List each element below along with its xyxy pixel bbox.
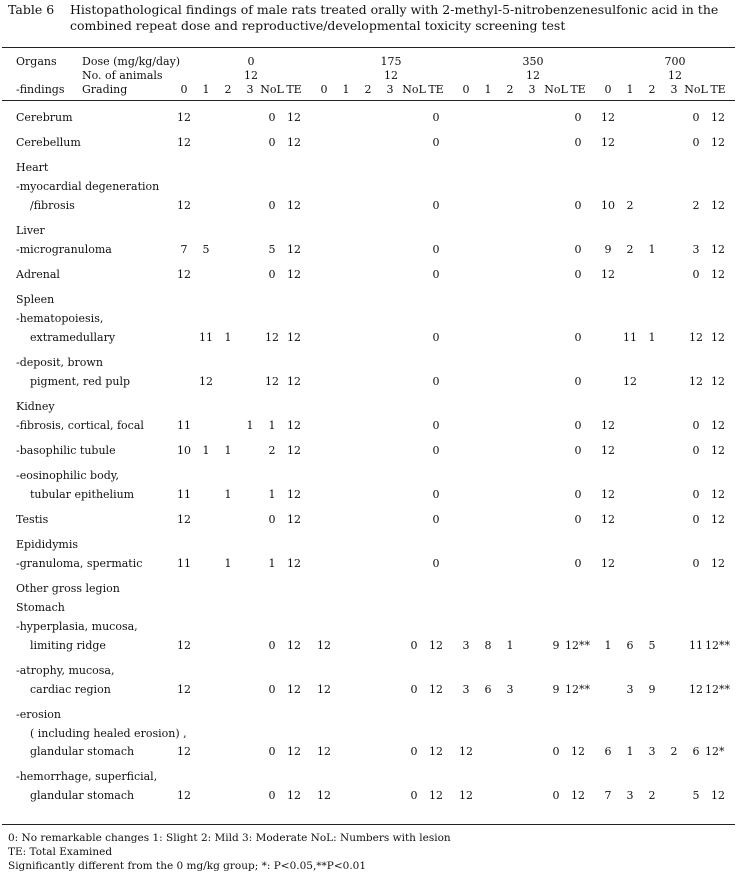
- count-cell-0: 12: [317, 745, 331, 758]
- count-cell-nol: 9: [552, 683, 560, 696]
- count-cell-2: 1: [506, 639, 514, 652]
- count-cell-te: 12*: [705, 745, 725, 758]
- count-cell-2: 3: [648, 745, 656, 758]
- count-cell-te: 12: [711, 199, 725, 212]
- count-cell-te: 0: [574, 111, 582, 124]
- count-cell-nol: 0: [268, 639, 276, 652]
- top-rule: [2, 47, 735, 48]
- count-cell-2: 9: [648, 683, 656, 696]
- finding-label: -myocardial degeneration: [16, 180, 160, 193]
- count-cell-nol: 2: [268, 444, 276, 457]
- count-cell-te: 0: [574, 199, 582, 212]
- count-cell-te: 12: [711, 331, 725, 344]
- count-cell-te: 0: [432, 375, 440, 388]
- count-cell-1: 8: [484, 639, 492, 652]
- count-cell-te: 12: [429, 639, 443, 652]
- finding-label: tubular epithelium: [30, 488, 135, 501]
- footnote-te: TE: Total Examined: [8, 846, 113, 858]
- grade-header-te: TE: [286, 83, 302, 96]
- count-cell-te: 0: [432, 243, 440, 256]
- count-cell-nol: 9: [552, 639, 560, 652]
- count-cell-nol: 0: [692, 488, 700, 501]
- count-cell-0: 12: [601, 268, 615, 281]
- count-cell-nol: 12: [689, 331, 703, 344]
- count-cell-0: 12: [601, 557, 615, 570]
- count-cell-nol: 0: [692, 557, 700, 570]
- count-cell-2: 5: [648, 639, 656, 652]
- count-cell-2: 1: [648, 331, 656, 344]
- count-cell-nol: 0: [410, 789, 418, 802]
- count-cell-1: 5: [202, 243, 210, 256]
- count-cell-0: 12: [177, 789, 191, 802]
- footnote-significance: Significantly different from the 0 mg/kg group; *: P<0.05,**P<0.01: [8, 860, 367, 872]
- grade-header-2: 2: [506, 83, 514, 96]
- count-cell-1: 6: [626, 639, 634, 652]
- count-cell-te: 12: [287, 331, 301, 344]
- count-cell-nol: 3: [692, 243, 700, 256]
- dose-value-0: 0: [247, 55, 255, 68]
- finding-label: Stomach: [16, 601, 65, 614]
- animal-count-1: 12: [384, 69, 398, 82]
- count-cell-2: 1: [224, 557, 232, 570]
- count-cell-te: 12: [287, 557, 301, 570]
- animal-count-0: 12: [244, 69, 258, 82]
- count-cell-0: 12: [177, 745, 191, 758]
- finding-label: -basophilic tubule: [16, 444, 116, 457]
- count-cell-0: 11: [177, 488, 191, 501]
- count-cell-te: 12: [287, 111, 301, 124]
- grade-header-nol: NoL: [544, 83, 568, 96]
- finding-label: glandular stomach: [30, 789, 135, 802]
- count-cell-te: 0: [432, 419, 440, 432]
- count-cell-nol: 12: [265, 375, 279, 388]
- header-organs: Organs: [16, 55, 57, 68]
- count-cell-nol: 1: [268, 557, 276, 570]
- grade-header-1: 1: [626, 83, 634, 96]
- count-cell-te: 0: [432, 268, 440, 281]
- finding-label: -atrophy, mucosa,: [16, 664, 115, 677]
- count-cell-0: 12: [601, 419, 615, 432]
- count-cell-te: 0: [574, 136, 582, 149]
- dose-value-2: 350: [522, 55, 544, 68]
- count-cell-te: 12: [571, 745, 585, 758]
- count-cell-0: 10: [601, 199, 615, 212]
- header-grading-label: Grading: [82, 83, 128, 96]
- count-cell-te: 12: [711, 789, 725, 802]
- count-cell-nol: 6: [692, 745, 700, 758]
- header-dose-label: Dose (mg/kg/day): [82, 55, 181, 68]
- finding-label: glandular stomach: [30, 745, 135, 758]
- count-cell-1: 1: [626, 745, 634, 758]
- finding-label: Adrenal: [16, 268, 60, 281]
- count-cell-0: 12: [601, 488, 615, 501]
- dose-value-3: 700: [664, 55, 686, 68]
- count-cell-0: 12: [459, 745, 473, 758]
- finding-label: -microgranuloma: [16, 243, 112, 256]
- count-cell-1: 11: [199, 331, 213, 344]
- count-cell-3: 2: [670, 745, 678, 758]
- count-cell-te: 12: [571, 789, 585, 802]
- count-cell-0: 12: [317, 639, 331, 652]
- count-cell-nol: 1: [268, 419, 276, 432]
- count-cell-1: 6: [484, 683, 492, 696]
- grade-header-3: 3: [386, 83, 394, 96]
- grade-header-0: 0: [320, 83, 328, 96]
- finding-label: Spleen: [16, 293, 55, 306]
- grade-header-3: 3: [670, 83, 678, 96]
- count-cell-0: 12: [177, 111, 191, 124]
- grade-header-1: 1: [342, 83, 350, 96]
- header-findings: -findings: [16, 83, 65, 96]
- count-cell-te: 12: [287, 789, 301, 802]
- count-cell-1: 2: [626, 199, 634, 212]
- finding-label: cardiac region: [30, 683, 111, 696]
- count-cell-nol: 0: [692, 111, 700, 124]
- count-cell-nol: 0: [692, 419, 700, 432]
- count-cell-1: 1: [202, 444, 210, 457]
- count-cell-te: 0: [574, 419, 582, 432]
- grade-header-te: TE: [570, 83, 586, 96]
- finding-label: -eosinophilic body,: [16, 469, 120, 482]
- count-cell-te: 12**: [705, 639, 730, 652]
- count-cell-te: 12: [711, 419, 725, 432]
- count-cell-te: 12: [287, 136, 301, 149]
- count-cell-nol: 0: [268, 199, 276, 212]
- grade-header-nol: NoL: [260, 83, 284, 96]
- count-cell-1: 11: [623, 331, 637, 344]
- count-cell-te: 12: [711, 488, 725, 501]
- count-cell-te: 0: [432, 488, 440, 501]
- grade-header-1: 1: [202, 83, 210, 96]
- count-cell-nol: 12: [265, 331, 279, 344]
- count-cell-nol: 0: [268, 268, 276, 281]
- count-cell-nol: 1: [268, 488, 276, 501]
- count-cell-te: 12: [287, 419, 301, 432]
- count-cell-te: 12: [287, 375, 301, 388]
- count-cell-nol: 0: [268, 513, 276, 526]
- count-cell-2: 1: [224, 488, 232, 501]
- finding-label: ( including healed erosion) ,: [30, 727, 187, 740]
- finding-label: limiting ridge: [30, 639, 106, 652]
- count-cell-te: 12: [287, 268, 301, 281]
- count-cell-0: 6: [604, 745, 612, 758]
- count-cell-0: 12: [601, 513, 615, 526]
- finding-label: -fibrosis, cortical, focal: [16, 419, 144, 432]
- count-cell-1: 3: [626, 683, 634, 696]
- count-cell-te: 12: [287, 444, 301, 457]
- count-cell-te: 12: [429, 789, 443, 802]
- count-cell-te: 0: [432, 444, 440, 457]
- grade-header-3: 3: [528, 83, 536, 96]
- finding-label: pigment, red pulp: [30, 375, 131, 388]
- count-cell-nol: 0: [268, 136, 276, 149]
- count-cell-0: 7: [604, 789, 612, 802]
- grade-header-te: TE: [710, 83, 726, 96]
- count-cell-te: 0: [432, 513, 440, 526]
- count-cell-0: 12: [177, 513, 191, 526]
- count-cell-1: 12: [623, 375, 637, 388]
- count-cell-2: 3: [506, 683, 514, 696]
- finding-label: Liver: [16, 224, 45, 237]
- grade-header-te: TE: [428, 83, 444, 96]
- count-cell-te: 12: [711, 513, 725, 526]
- count-cell-2: 1: [224, 331, 232, 344]
- finding-label: -hyperplasia, mucosa,: [16, 620, 138, 633]
- finding-label: -erosion: [16, 708, 61, 721]
- finding-label: Heart: [16, 161, 49, 174]
- count-cell-3: 1: [246, 419, 254, 432]
- count-cell-nol: 0: [268, 789, 276, 802]
- count-cell-te: 12: [711, 243, 725, 256]
- count-cell-te: 12: [287, 488, 301, 501]
- count-cell-te: 12: [287, 199, 301, 212]
- count-cell-nol: 0: [552, 745, 560, 758]
- count-cell-te: 0: [574, 513, 582, 526]
- grade-header-nol: NoL: [402, 83, 426, 96]
- count-cell-te: 12: [287, 745, 301, 758]
- count-cell-te: 12: [711, 136, 725, 149]
- count-cell-nol: 12: [689, 683, 703, 696]
- count-cell-nol: 0: [692, 268, 700, 281]
- caption-line-1: Histopathological findings of male rats treated orally with 2-methyl-5-nitrobenzenesulfonic acid in the: [70, 2, 719, 17]
- grade-header-2: 2: [364, 83, 372, 96]
- count-cell-te: 12**: [705, 683, 730, 696]
- count-cell-nol: 0: [692, 444, 700, 457]
- count-cell-te: 0: [574, 243, 582, 256]
- count-cell-te: 12: [287, 683, 301, 696]
- finding-label: -hematopoiesis,: [16, 312, 104, 325]
- count-cell-te: 12: [711, 557, 725, 570]
- count-cell-te: 0: [432, 199, 440, 212]
- count-cell-0: 12: [601, 444, 615, 457]
- count-cell-0: 12: [601, 136, 615, 149]
- count-cell-te: 12: [429, 683, 443, 696]
- count-cell-0: 12: [601, 111, 615, 124]
- count-cell-0: 1: [604, 639, 612, 652]
- count-cell-nol: 0: [692, 136, 700, 149]
- finding-label: -deposit, brown: [16, 356, 103, 369]
- count-cell-2: 1: [224, 444, 232, 457]
- count-cell-0: 11: [177, 557, 191, 570]
- count-cell-nol: 11: [689, 639, 703, 652]
- count-cell-te: 12**: [565, 639, 590, 652]
- count-cell-0: 12: [177, 136, 191, 149]
- count-cell-nol: 5: [268, 243, 276, 256]
- count-cell-nol: 12: [689, 375, 703, 388]
- count-cell-te: 0: [574, 375, 582, 388]
- grade-header-nol: NoL: [684, 83, 708, 96]
- count-cell-1: 3: [626, 789, 634, 802]
- count-cell-0: 9: [604, 243, 612, 256]
- count-cell-te: 0: [574, 488, 582, 501]
- count-cell-te: 12: [711, 268, 725, 281]
- count-cell-0: 12: [317, 789, 331, 802]
- count-cell-nol: 0: [692, 513, 700, 526]
- count-cell-te: 0: [432, 111, 440, 124]
- count-cell-te: 12: [711, 111, 725, 124]
- animal-count-3: 12: [668, 69, 682, 82]
- count-cell-te: 0: [574, 268, 582, 281]
- count-cell-0: 11: [177, 419, 191, 432]
- count-cell-te: 12**: [565, 683, 590, 696]
- count-cell-te: 0: [432, 557, 440, 570]
- finding-label: extramedullary: [30, 331, 116, 344]
- finding-label: Kidney: [16, 400, 55, 413]
- count-cell-1: 2: [626, 243, 634, 256]
- count-cell-nol: 0: [268, 745, 276, 758]
- count-cell-te: 0: [574, 444, 582, 457]
- header-animals-label: No. of animals: [82, 69, 163, 82]
- grade-header-0: 0: [462, 83, 470, 96]
- count-cell-te: 12: [287, 243, 301, 256]
- finding-label: Other gross legion: [16, 582, 120, 595]
- count-cell-nol: 0: [268, 683, 276, 696]
- count-cell-te: 0: [574, 331, 582, 344]
- count-cell-2: 2: [648, 789, 656, 802]
- grade-header-2: 2: [648, 83, 656, 96]
- count-cell-te: 0: [574, 557, 582, 570]
- count-cell-0: 3: [462, 639, 470, 652]
- count-cell-0: 7: [180, 243, 188, 256]
- count-cell-nol: 0: [410, 639, 418, 652]
- grade-header-2: 2: [224, 83, 232, 96]
- count-cell-nol: 0: [552, 789, 560, 802]
- count-cell-nol: 0: [410, 683, 418, 696]
- count-cell-0: 12: [177, 683, 191, 696]
- bottom-rule: [2, 824, 735, 825]
- count-cell-te: 12: [711, 444, 725, 457]
- count-cell-nol: 2: [692, 199, 700, 212]
- animal-count-2: 12: [526, 69, 540, 82]
- count-cell-0: 12: [177, 268, 191, 281]
- finding-label: Testis: [16, 513, 49, 526]
- count-cell-nol: 0: [410, 745, 418, 758]
- count-cell-0: 12: [317, 683, 331, 696]
- count-cell-nol: 0: [268, 111, 276, 124]
- finding-label: Cerebrum: [16, 111, 73, 124]
- grade-header-3: 3: [246, 83, 254, 96]
- count-cell-te: 12: [711, 375, 725, 388]
- footnote-grading: 0: No remarkable changes 1: Slight 2: Mild 3: Moderate NoL: Numbers with lesion: [8, 832, 451, 844]
- count-cell-1: 12: [199, 375, 213, 388]
- finding-label: Cerebellum: [16, 136, 81, 149]
- dose-value-1: 175: [380, 55, 402, 68]
- count-cell-te: 12: [287, 639, 301, 652]
- finding-label: /fibrosis: [30, 199, 75, 212]
- count-cell-0: 10: [177, 444, 191, 457]
- count-cell-2: 1: [648, 243, 656, 256]
- finding-label: -hemorrhage, superficial,: [16, 770, 158, 783]
- grade-header-0: 0: [180, 83, 188, 96]
- table-number: Table 6: [8, 2, 55, 17]
- count-cell-te: 12: [429, 745, 443, 758]
- caption-line-2: combined repeat dose and reproductive/developmental toxicity screening test: [70, 18, 566, 33]
- count-cell-0: 3: [462, 683, 470, 696]
- grade-header-0: 0: [604, 83, 612, 96]
- header-rule: [2, 100, 735, 101]
- grade-header-1: 1: [484, 83, 492, 96]
- count-cell-nol: 5: [692, 789, 700, 802]
- count-cell-0: 12: [177, 639, 191, 652]
- count-cell-te: 0: [432, 136, 440, 149]
- finding-label: Epididymis: [16, 538, 78, 551]
- count-cell-te: 0: [432, 331, 440, 344]
- count-cell-te: 12: [287, 513, 301, 526]
- finding-label: -granuloma, spermatic: [16, 557, 143, 570]
- count-cell-0: 12: [177, 199, 191, 212]
- count-cell-0: 12: [459, 789, 473, 802]
